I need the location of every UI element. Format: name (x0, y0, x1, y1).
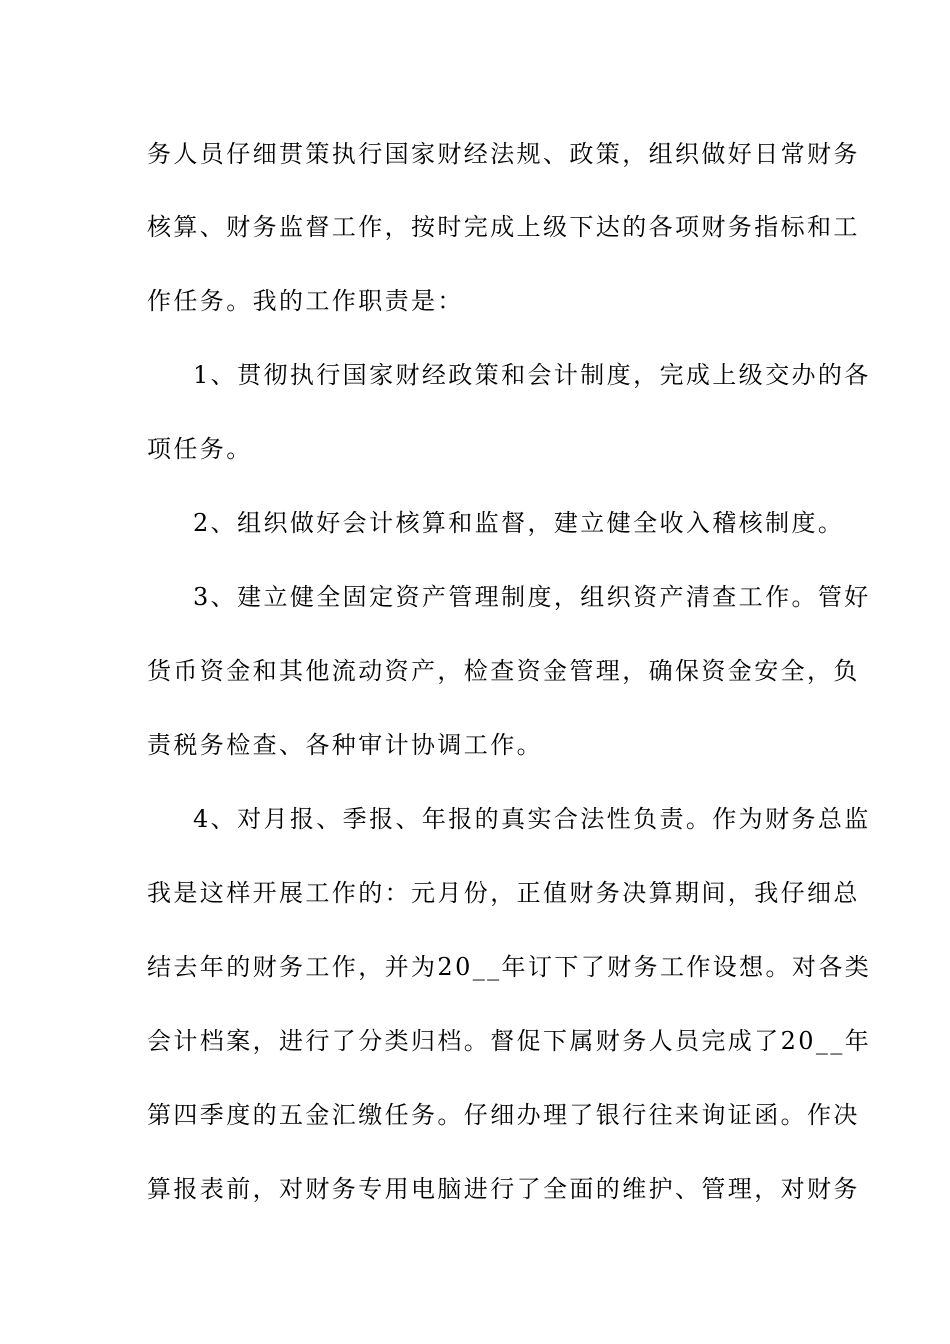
list-item-4-continuation: 会计档案，进行了分类归档。督促下属财务人员完成了20__年 (147, 1027, 872, 1055)
list-item-4-continuation: 结去年的财务工作，并为20__年订下了财务工作设想。对各类 (147, 953, 872, 981)
list-item-3-continuation: 责税务检查、各种审计协调工作。 (147, 731, 543, 759)
list-item-3-continuation: 货币资金和其他流动资产，检查资金管理，确保资金安全，负 (147, 657, 860, 685)
list-item-2-line: 2、组织做好会计核算和监督，建立健全收入稽核制度。 (193, 509, 845, 537)
list-item-1-line: 1、贯彻执行国家财经政策和会计制度，完成上级交办的各 (193, 361, 871, 389)
list-item-4-line: 4、对月报、季报、年报的真实合法性负责。作为财务总监 (193, 805, 871, 833)
paragraph-line: 作任务。我的工作职责是： (147, 287, 464, 315)
list-item-4-continuation: 我是这样开展工作的：元月份，正值财务决算期间，我仔细总 (147, 879, 860, 907)
paragraph-line: 核算、财务监督工作，按时完成上级下达的各项财务指标和工 (147, 213, 860, 241)
list-item-3-line: 3、建立健全固定资产管理制度，组织资产清查工作。管好 (193, 583, 871, 611)
list-item-1-continuation: 项任务。 (147, 435, 253, 463)
paragraph-line: 务人员仔细贯策执行国家财经法规、政策，组织做好日常财务 (147, 140, 860, 168)
list-item-4-continuation: 算报表前，对财务专用电脑进行了全面的维护、管理，对财务 (147, 1175, 860, 1203)
list-item-4-continuation: 第四季度的五金汇缴任务。仔细办理了银行往来询证函。作决 (147, 1101, 860, 1129)
